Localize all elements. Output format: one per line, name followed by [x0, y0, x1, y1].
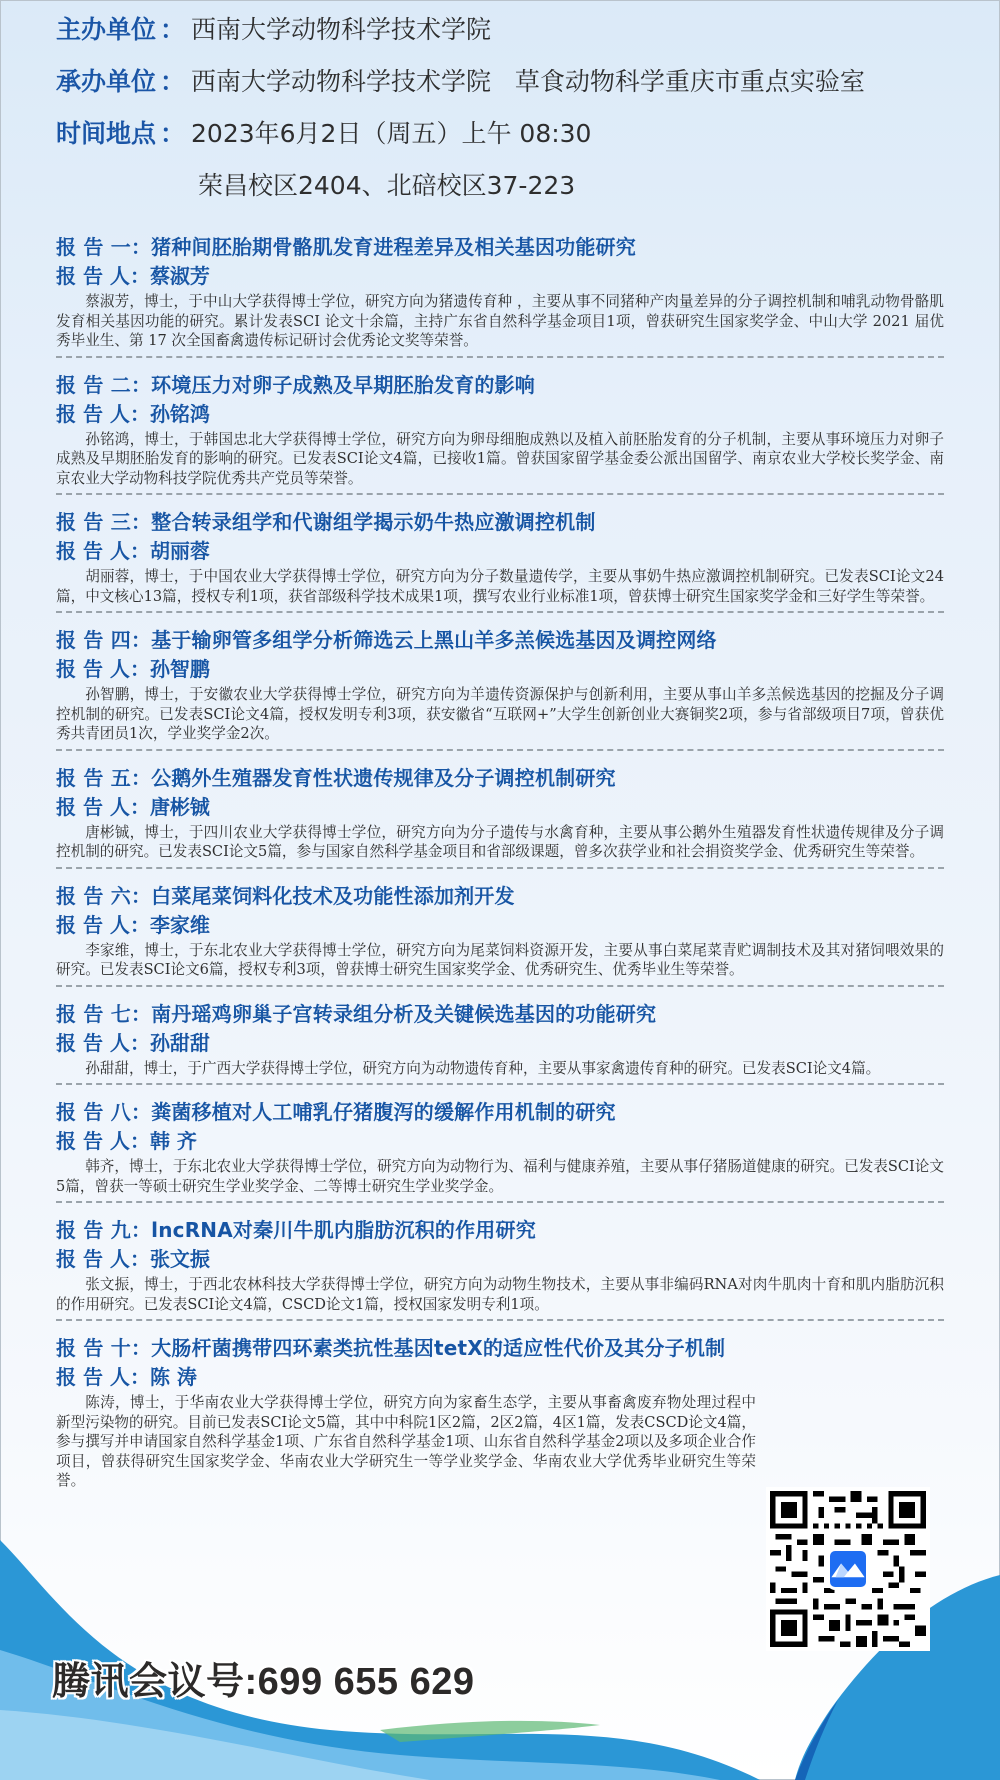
speaker-name: 陈 涛 [149, 1365, 197, 1389]
speaker-name: 李家维 [149, 912, 210, 937]
speaker-label: 报 告 人 [56, 1129, 130, 1153]
report-number: 报 告 六 [56, 883, 131, 908]
colon: ： [160, 67, 186, 96]
report-item [56, 507, 944, 625]
dashed-divider [56, 493, 944, 495]
report-title: 猪种间胚胎期骨骼肌发育进程差异及相关基因功能研究 [151, 235, 636, 259]
speaker-bio: 陈涛，博士，于华南农业大学获得博士学位，研究方向为家畜生态学，主要从事畜禽废弃物处理过程中新型污染物的研究。目前已发表SCI论文5篇，其中中科院1区2篇，2区2篇，4区1篇，发表CSCD论文4篇，参与撰写并申请国家自然科学基金1项、广东省自然科学基金1项、山东省自然科学基金2项以及多项企业合作项目，曾获得研究生国家奖学金、华南农业大学研究生一等学业奖学金、华南农业大学优秀毕业研究生等荣誉。 [56, 1394, 756, 1489]
report-number: 报 告 七 [56, 1001, 131, 1026]
colon: ： [130, 235, 152, 259]
speaker-bio: 孙铭鸿，博士，于韩国忠北大学获得博士学位，研究方向为卵母细胞成熟以及植入前胚胎发育的分子机制，主要从事环境压力对卵子成熟及早期胚胎发育的影响的研究。已发表SCI论文4篇，已接收1篇。曾获国家留学基金委公派出国留学、南京农业大学校长奖学金、南京农业大学动物科技学院优秀共产党员等荣誉。 [56, 430, 944, 487]
speaker-line [56, 1127, 944, 1155]
meeting-qr-code[interactable] [766, 1487, 930, 1651]
report-title-line [56, 507, 944, 537]
colon: ： [130, 1100, 152, 1124]
speaker-label: 报 告 人 [56, 264, 130, 288]
colon: ： [129, 1129, 150, 1153]
speaker-name: 张文振 [149, 1247, 210, 1271]
report-item [56, 999, 944, 1098]
colon: ： [130, 1218, 152, 1242]
report-title: 公鹅外生殖器发育性状遗传规律及分子调控机制研究 [151, 765, 616, 790]
colon: ： [129, 1247, 150, 1271]
report-title-line [56, 370, 944, 400]
speaker-label: 报 告 人 [56, 401, 130, 426]
speaker-line [56, 537, 944, 565]
report-item [56, 881, 944, 999]
report-number: 报 告 三 [56, 510, 131, 534]
report-title-line [56, 625, 944, 655]
speaker-label: 报 告 人 [56, 794, 130, 819]
speaker-label: 报 告 人 [56, 539, 130, 563]
organizer-label: 主办单位 [56, 15, 157, 44]
meeting-number[interactable]: 699 655 629 [257, 1661, 475, 1703]
co-organizer-row [56, 56, 976, 108]
colon: ： [129, 657, 150, 681]
colon: ： [130, 883, 152, 908]
report-title-line [56, 881, 944, 911]
speaker-bio: 孙智鹏，博士，于安徽农业大学获得博士学位，研究方向为羊遗传资源保护与创新利用，主要从事山羊多羔候选基因的挖掘及分子调控机制的研究。已发表SCI论文4篇，授权发明专利3项，获安徽省“互联网+”大学生创新创业大赛铜奖2项，参与省部级项目7项，曾获优秀共青团员1次，学业奖学金2次。 [56, 686, 944, 742]
report-number: 报 告 五 [56, 765, 131, 790]
colon: ： [129, 1030, 150, 1055]
colon: ： [160, 119, 186, 148]
speaker-name: 孙甜甜 [149, 1030, 210, 1055]
report-item [56, 1215, 944, 1333]
colon: ： [129, 794, 150, 819]
report-title-line [56, 1333, 944, 1363]
speaker-line [56, 1363, 944, 1391]
dashed-divider [56, 1201, 944, 1203]
colon: ： [129, 539, 150, 563]
colon: ： [130, 765, 152, 790]
time-place-row [56, 108, 976, 160]
report-number: 报 告 四 [56, 628, 131, 652]
report-number: 报 告 九 [56, 1218, 131, 1242]
report-title: 白菜尾菜饲料化技术及功能性添加剂开发 [151, 883, 515, 908]
speaker-name: 孙铭鸿 [149, 401, 210, 426]
speaker-name: 韩 齐 [149, 1129, 197, 1153]
report-item [56, 232, 944, 370]
speaker-line [56, 1029, 944, 1057]
report-title-line [56, 1215, 944, 1245]
speaker-line [56, 400, 944, 428]
speaker-name: 蔡淑芳 [149, 264, 210, 288]
colon: ： [130, 628, 152, 652]
speaker-bio: 唐彬铖，博士，于四川农业大学获得博士学位，研究方向为分子遗传与水禽育种，主要从事公鹅外生殖器发育性状遗传规律及分子调控机制的研究。已发表SCI论文5篇，参与国家自然科学基金项目和省部级课题，曾多次获学业和社会捐资奖学金、优秀研究生等荣誉。 [56, 823, 944, 860]
speaker-label: 报 告 人 [56, 1247, 130, 1271]
report-title-line [56, 999, 944, 1029]
report-item [56, 370, 944, 508]
report-item [56, 1097, 944, 1215]
colon: ： [130, 372, 152, 397]
speaker-name: 胡丽蓉 [149, 539, 210, 563]
dashed-divider [56, 356, 944, 358]
speaker-line [56, 262, 944, 290]
colon: ： [130, 510, 152, 534]
speaker-bio: 韩齐，博士，于东北农业大学获得博士学位，研究方向为动物行为、福利与健康养殖，主要从事仔猪肠道健康的研究。已发表SCI论文5篇，曾获一等硕士研究生学业奖学金、二等博士研究生学业奖学金。 [56, 1158, 944, 1195]
meeting-label: 腾讯会议号 [52, 1661, 245, 1703]
report-number: 报 告 八 [56, 1100, 131, 1124]
speaker-line [56, 1245, 944, 1273]
speaker-bio: 李家维，博士，于东北农业大学获得博士学位，研究方向为尾菜饲料资源开发，主要从事白菜尾菜青贮调制技术及其对猪饲喂效果的研究。已发表SCI论文6篇，授权专利3项，曾获博士研究生国家奖学金、优秀研究生、优秀毕业生等荣誉。 [56, 941, 944, 978]
event-info [56, 4, 976, 212]
report-list [56, 232, 944, 1497]
colon: ： [160, 15, 186, 44]
report-number: 报 告 二 [56, 372, 131, 397]
speaker-line [56, 911, 944, 939]
report-title: 基于输卵管多组学分析筛选云上黑山羊多羔候选基因及调控网络 [151, 628, 717, 652]
report-title: 大肠杆菌携带四环素类抗性基因tetX的适应性代价及其分子机制 [151, 1336, 726, 1360]
colon: ： [129, 912, 150, 937]
report-title-line [56, 763, 944, 793]
meeting-id-line [52, 1650, 475, 1705]
colon: ： [130, 1336, 152, 1360]
colon: : [244, 1661, 258, 1703]
co-organizer-label: 承办单位 [56, 67, 157, 96]
dashed-divider [56, 1319, 944, 1321]
speaker-line [56, 655, 944, 683]
report-title: 南丹瑶鸡卵巢子宫转录组分析及关键候选基因的功能研究 [151, 1001, 657, 1026]
report-number: 报 告 一 [56, 235, 131, 259]
colon: ： [130, 1001, 152, 1026]
dashed-divider [56, 1083, 944, 1085]
colon: ： [129, 1365, 150, 1389]
event-place: 荣昌校区2404、北碚校区37-223 [198, 171, 576, 200]
dashed-divider [56, 611, 944, 613]
dashed-divider [56, 749, 944, 751]
colon: ： [129, 264, 150, 288]
report-title: 环境压力对卵子成熟及早期胚胎发育的影响 [151, 372, 535, 397]
report-title-line [56, 232, 944, 262]
report-title: 粪菌移植对人工哺乳仔猪腹泻的缓解作用机制的研究 [151, 1100, 616, 1124]
report-item [56, 625, 944, 763]
speaker-line [56, 793, 944, 821]
speaker-bio: 张文振，博士，于西北农林科技大学获得博士学位，研究方向为动物生物技术，主要从事非编码RNA对肉牛肌肉十育和肌内脂肪沉积的作用研究。已发表SCI论文4篇，CSCD论文1篇，授权国家发明专利1项。 [56, 1276, 944, 1313]
dashed-divider [56, 985, 944, 987]
speaker-bio: 胡丽蓉，博士，于中国农业大学获得博士学位，研究方向为分子数量遗传学，主要从事奶牛热应激调控机制研究。已发表SCI论文24篇，中文核心13篇，授权专利1项，获省部级科学技术成果1项，撰写农业行业标准1项，曾获博士研究生国家奖学金和三好学生等荣誉。 [56, 568, 944, 605]
report-item [56, 1333, 944, 1497]
speaker-bio: 孙甜甜，博士，于广西大学获得博士学位，研究方向为动物遗传育种，主要从事家禽遗传育种的研究。已发表SCI论文4篇。 [85, 1059, 881, 1077]
report-item [56, 763, 944, 881]
organizer-row [56, 4, 976, 56]
speaker-label: 报 告 人 [56, 657, 130, 681]
time-place-label: 时间地点 [56, 119, 157, 148]
co-organizer-value: 西南大学动物科学技术学院 草食动物科学重庆市重点实验室 [191, 67, 865, 96]
speaker-label: 报 告 人 [56, 1030, 130, 1055]
speaker-label: 报 告 人 [56, 1365, 130, 1389]
speaker-bio: 蔡淑芳，博士，于中山大学获得博士学位，研究方向为猪遗传育种 ，主要从事不同猪种产肉量差异的分子调控机制和哺乳动物骨骼肌发育相关基因功能的研究。累计发表SCI 论文十余篇，主持广东省自然科学基金项目1项，曾获研究生国家奖学金、中山大学 2021 届优秀毕业生、第 17 次全国畜禽遗传标记研讨会优秀论文奖等荣誉。 [56, 293, 944, 349]
organizer-value: 西南大学动物科学技术学院 [191, 15, 492, 44]
speaker-name: 孙智鹏 [149, 657, 210, 681]
event-time: 2023年6月2日（周五）上午 08:30 [191, 119, 592, 148]
report-title: lncRNA对秦川牛肌内脂肪沉积的作用研究 [151, 1218, 536, 1242]
dashed-divider [56, 867, 944, 869]
report-title-line [56, 1097, 944, 1127]
report-title: 整合转录组学和代谢组学揭示奶牛热应激调控机制 [151, 510, 596, 534]
report-number: 报 告 十 [56, 1336, 131, 1360]
speaker-name: 唐彬铖 [149, 794, 210, 819]
place-row [56, 160, 976, 212]
tencent-meeting-logo-icon [827, 1548, 869, 1590]
colon: ： [129, 401, 150, 426]
speaker-label: 报 告 人 [56, 912, 130, 937]
